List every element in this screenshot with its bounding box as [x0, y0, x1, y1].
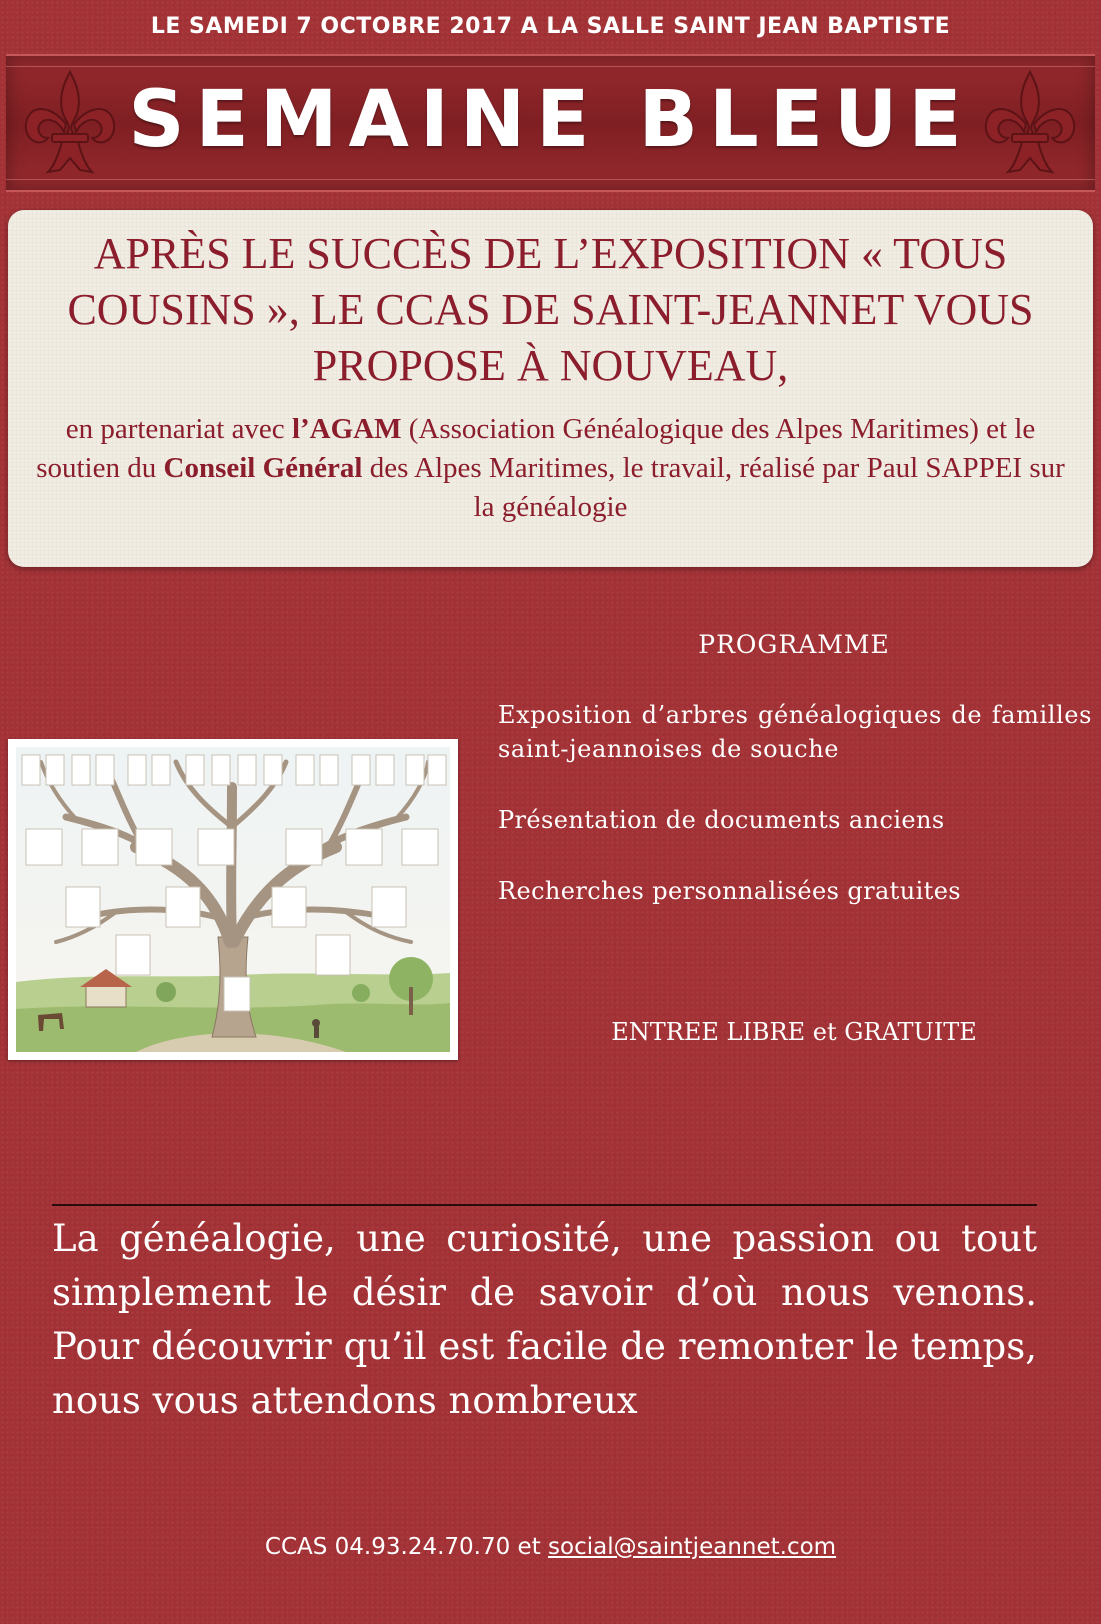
- intro-body: [30, 410, 1071, 527]
- intro-heading: [40, 226, 1061, 394]
- intro-body-text: en partenariat avec: [65, 413, 292, 445]
- family-tree-drawing: [16, 747, 450, 1052]
- intro-body-text: des Alpes Maritimes, le travail, réalisé par Paul SAPPEI sur la généalogie: [362, 452, 1065, 523]
- programme-item: Recherches personnalisées gratuites: [498, 877, 962, 905]
- contact-line: [0, 1534, 1101, 1560]
- section-divider: [52, 1204, 1037, 1206]
- closing-paragraph: La généalogie, une curiosité, une passion ou tout simplement le désir de savoir d’où nous venons. Pour découvrir qu’il est facile de remonter le temps, nous vous attendons nombreux: [52, 1217, 1037, 1422]
- conseil-general-name: Conseil Général: [163, 452, 363, 484]
- agam-name: l’AGAM: [291, 413, 402, 445]
- page-title: SEMAINE BLEUE: [128, 75, 973, 165]
- programme-title: PROGRAMME: [698, 630, 890, 659]
- intro-heading-line: PROPOSE À NOUVEAU,: [312, 341, 789, 390]
- contact-email-link[interactable]: social@saintjeannet.com: [548, 1534, 837, 1560]
- contact-phone: CCAS 04.93.24.70.70 et: [264, 1534, 549, 1560]
- programme-item: Exposition d’arbres généalogiques de familles saint-jeannoises de souche: [498, 701, 1092, 763]
- intro-heading-line: COUSINS », LE CCAS DE SAINT-JEANNET VOUS: [67, 285, 1034, 334]
- intro-body-text: (Association Généalogique des Alpes Maritimes) et le soutien du: [36, 413, 1036, 484]
- intro-heading-line: APRÈS LE SUCCÈS DE L’EXPOSITION « TOUS: [93, 229, 1008, 278]
- event-date-line: LE SAMEDI 7 OCTOBRE 2017 A LA SALLE SAINT JEAN BAPTISTE: [150, 14, 951, 39]
- family-tree-illustration: [8, 739, 458, 1060]
- admission-note: ENTREE LIBRE et GRATUITE: [611, 1018, 977, 1046]
- programme-item: Présentation de documents anciens: [498, 806, 945, 834]
